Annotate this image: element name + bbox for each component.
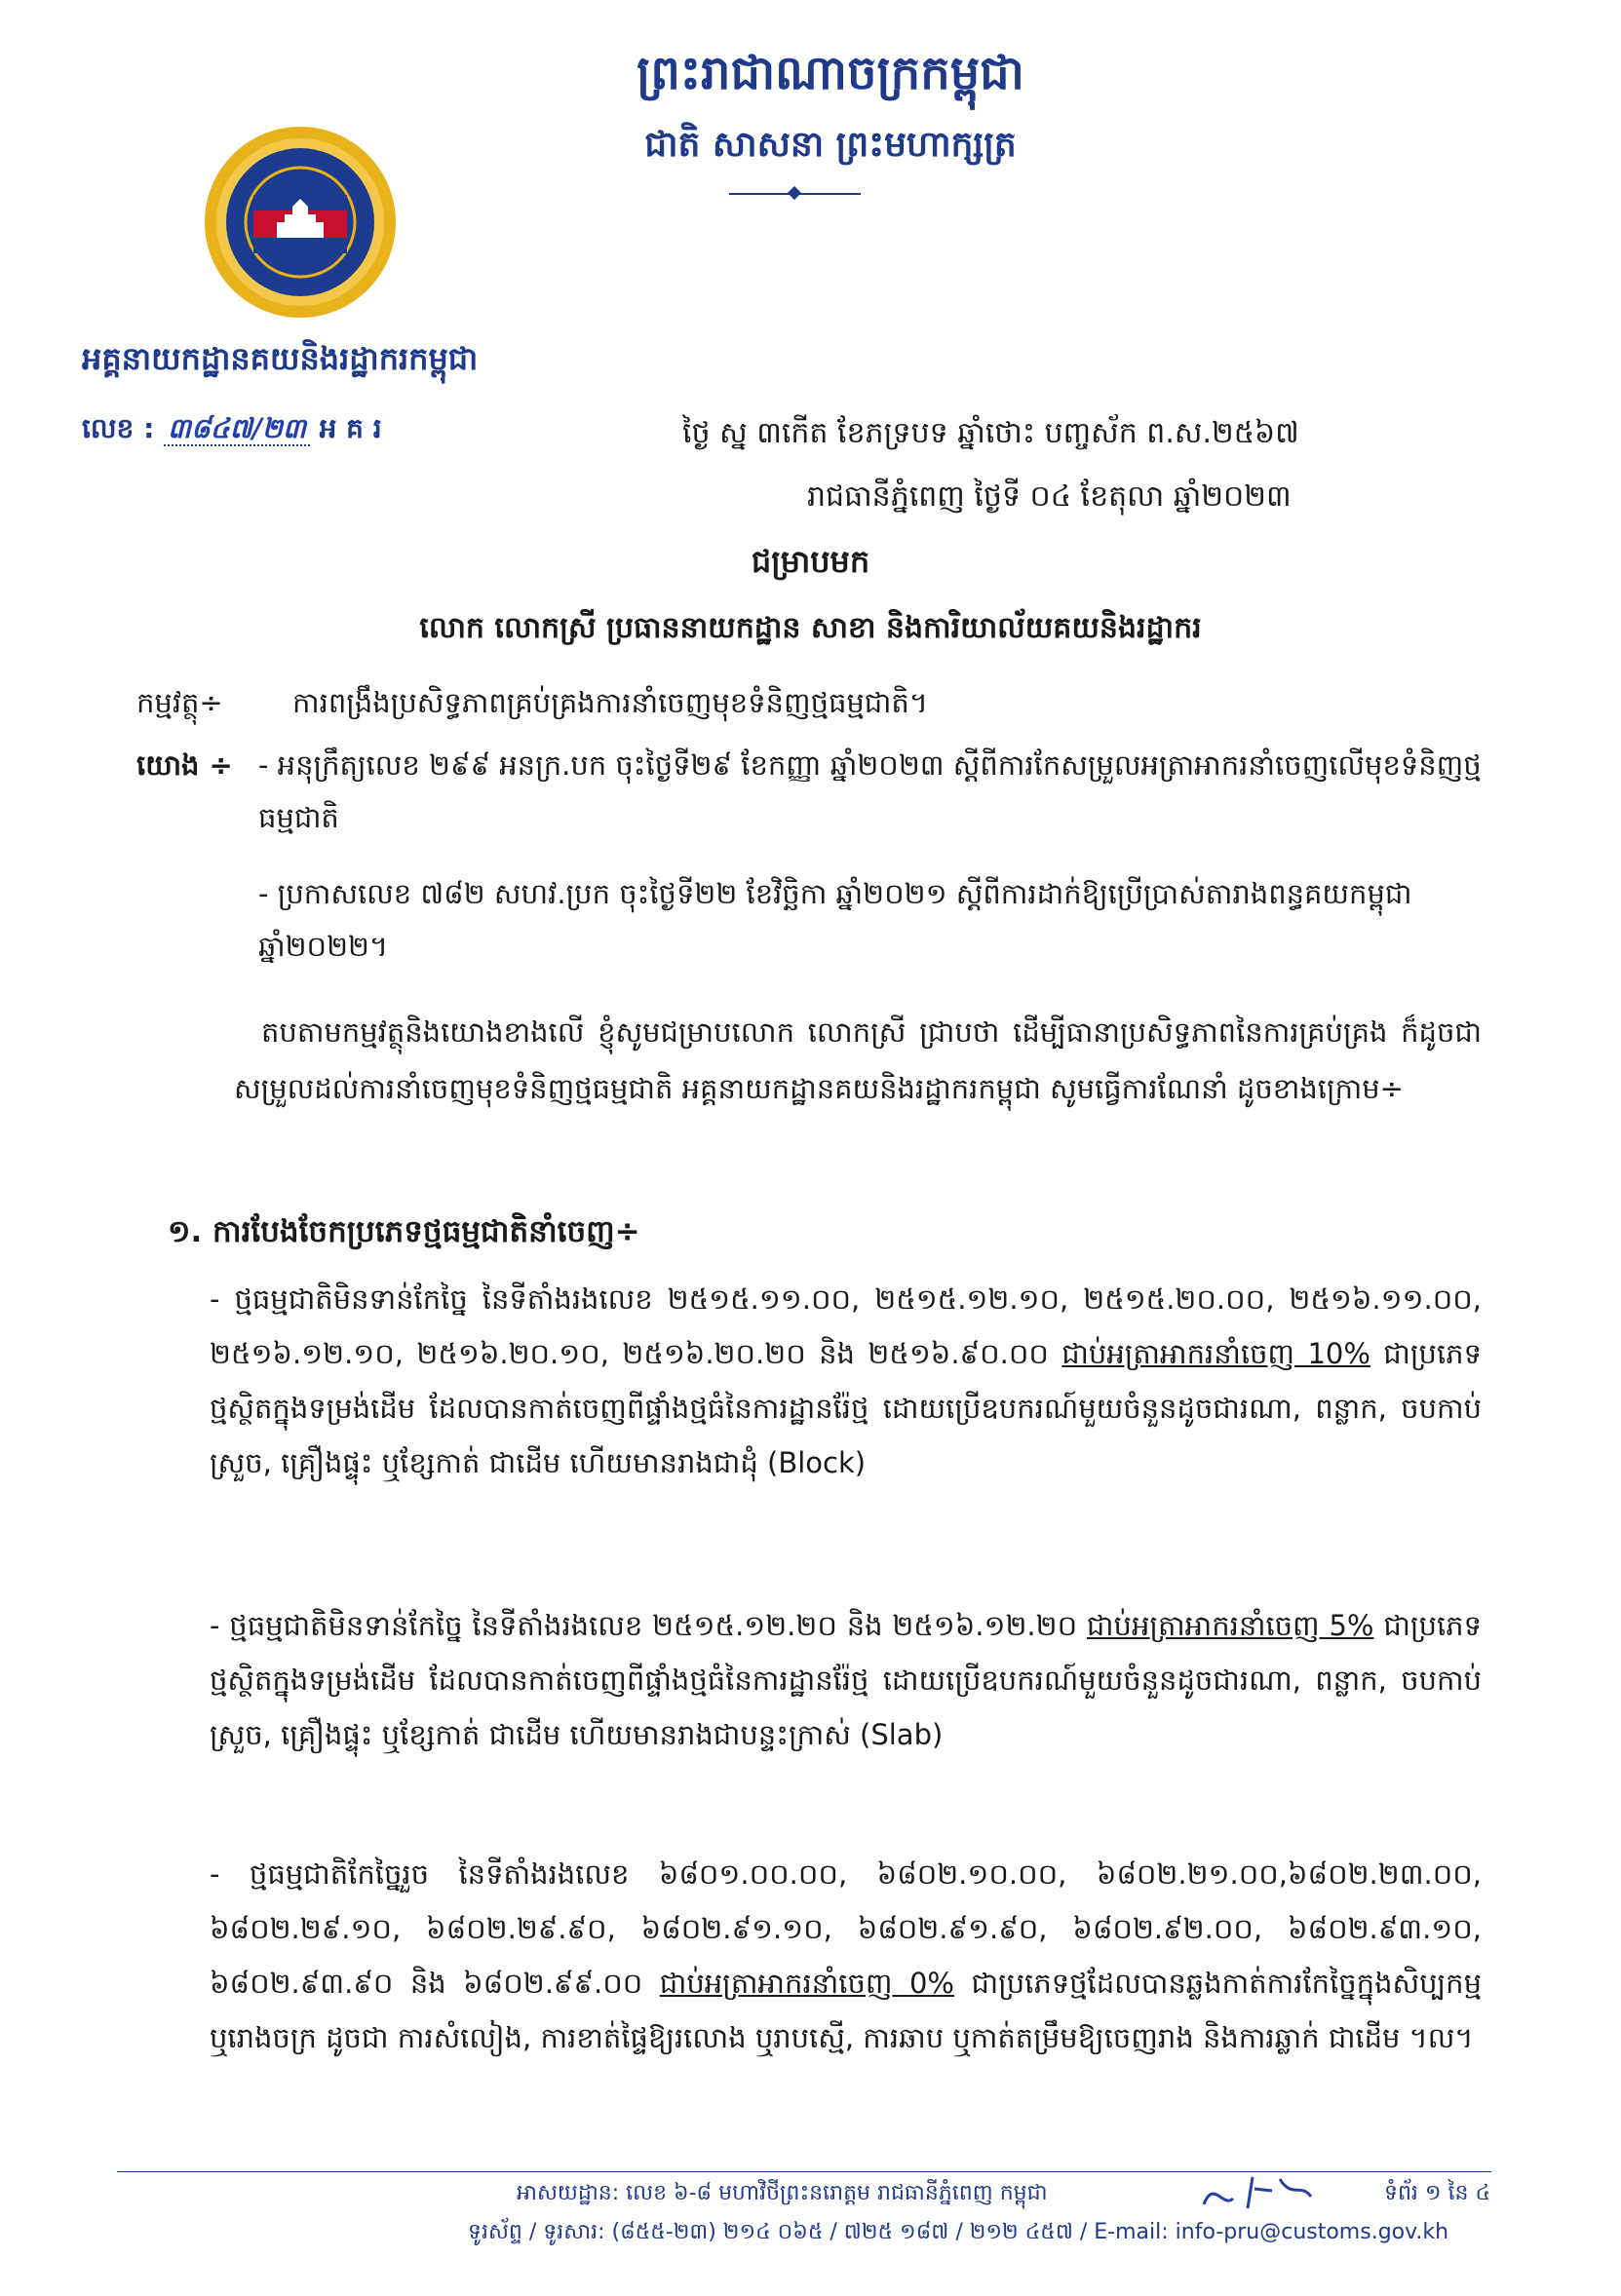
bullet-text: - ថ្មធម្មជាតិកែច្នៃរួច នៃទីតាំងរងលេខ ៦៨០១.០០.០០, ៦៨០២.១០.០០, ៦៨០២.២១.០០,៦៨០២.២៣.០០, ៦៨០២.២៩.១០, ៦៨០២.២៩.៩០, ៦៨០២.៩១.១០, ៦៨០២.៩១.៩០, ៦៨០២.៩២.០០, ៦៨០២.៩៣.១០, ៦៨០២.៩៣.៩០ និង ៦៨០២.៩៩.០០ — [210, 1857, 1482, 2000]
list-item — [210, 1598, 1482, 1762]
reference-item: - ប្រកាសលេខ ៧៨២ សហវ.ប្រក ចុះថ្ងៃទី២២ ខែវិច្ឆិកា ឆ្នាំ២០២១ ស្តីពីការដាក់ឱ្យប្រើប្រាស់តារាងពន្ធគយកម្ពុជា ឆ្នាំ២០២២។ — [258, 877, 1412, 963]
list-item — [210, 1272, 1482, 1490]
lunar-date: ថ្ងៃ ស្ន ៣កើត ខែភទ្របទ ឆ្នាំថោះ បញ្ចស័ក ព.ស.២៥៦៧ — [682, 416, 1299, 450]
rate-label: ជាប់អត្រាអាករនាំចេញ 10% — [1061, 1337, 1370, 1370]
footer-contact: ទូរស័ព្ទ / ទូរសារ: (៨៥៥-២៣) ២១៤ ០៦៥ / ៧២៥ ១៨៧ / ២១២ ៤៥៧ / E-mail: info-pru@customs.gov.kh — [468, 2220, 1449, 2244]
section-title: ការបែងចែកប្រភេទថ្មធម្មជាតិនាំចេញ÷ — [212, 1214, 640, 1249]
bullet-text: ជាប្រភេទថ្មដែលបានឆ្លងកាត់ការកែច្នៃក្នុងសិប្បកម្ម ឬរោងចក្រ ដូចជា ការសំលៀង, ការខាត់ផ្ទៃឱ្យរលោង ឬរាបស្មើ, ការឆាប ឬកាត់តម្រឹមឱ្យចេញរាង និងការឆ្លាក់ ជាដើម ។ល។ — [210, 1967, 1482, 2054]
section-1-heading — [168, 1213, 640, 1257]
bullet-text: - ថ្មធម្មជាតិមិនទាន់កែច្នៃ នៃទីតាំងរងលេខ ២៥១៥.១២.២០ និង ២៥១៦.១២.២០ — [210, 1609, 1087, 1642]
solar-date: រាជធានីភ្នំពេញ ថ្ងៃទី ០៤ ខែតុលា ឆ្នាំ២០២៣ — [807, 479, 1292, 514]
subject-text: ការពង្រឹងប្រសិទ្ធភាពគ្រប់គ្រងការនាំចេញមុខទំនិញថ្មធម្មជាតិ។ — [292, 686, 928, 719]
section-number: ១. — [168, 1214, 203, 1249]
bullet-text: ជាប្រភេទថ្មស្ថិតក្នុងទម្រង់ដើម ដែលបានកាត់ចេញពីផ្ទាំងថ្មធំនៃការដ្ឋានរ៉ែថ្ម ដោយប្រើឧបករណ៍មួយចំនួនដូចជារណា, ពន្លាក, ចបកាប់ស្រួច, គ្រឿងផ្ទុះ ឬខ្សែកាត់ ជាដើម ហើយមានរាងជាបន្ទះក្រាស់ (Slab) — [210, 1609, 1482, 1751]
body-paragraph — [234, 1004, 1482, 1117]
addressee-heading: ជម្រាបមក — [751, 543, 870, 580]
ref-suffix: អ គ រ — [319, 412, 382, 444]
page-number: ទំព័រ ១ នៃ ៤ — [1384, 2181, 1491, 2205]
ref-value: ៣៨៤៧/២៣ — [164, 412, 310, 446]
issuing-agency: អគ្គនាយកដ្ឋានគយនិងរដ្ឋាករកម្ពុជា — [82, 340, 479, 377]
national-motto: ជាតិ សាសនា ព្រះមហាក្សត្រ — [644, 124, 1017, 165]
bullet-text: ជាប្រភេទថ្មស្ថិតក្នុងទម្រង់ដើម ដែលបានកាត់ចេញពីផ្ទាំងថ្មធំនៃការដ្ឋានរ៉ែថ្ម ដោយប្រើឧបករណ៍មួយចំនួនដូចជារណា, ពន្លាក, ចបកាប់ស្រួច, គ្រឿងផ្ទុះ ឬខ្សែកាត់ ជាដើម ហើយមានរាងជាដុំ (Block) — [210, 1337, 1482, 1479]
reference-item: - អនុក្រឹត្យលេខ ២៩៩ អនក្រ.បក ចុះថ្ងៃទី២៩ ខែកញ្ញា ឆ្នាំ២០២៣ ស្តីពីការកែសម្រួលអត្រាអាករនាំចេញលើមុខទំនិញថ្មធម្មជាតិ — [258, 748, 1482, 834]
initials-signature — [1194, 2169, 1331, 2216]
footer-address: អាសយដ្ឋាន: លេខ ៦-៨ មហាវិថីព្រះនរោត្តម រាជធានីភ្នំពេញ កម្ពុជា — [517, 2181, 1048, 2205]
kingdom-title: ព្រះរាជាណាចក្រកម្ពុជា — [637, 46, 1024, 100]
rate-label: ជាប់អត្រាអាករនាំចេញ 5% — [1086, 1609, 1374, 1642]
reference-label: យោង ÷ — [136, 748, 233, 782]
list-item — [210, 1847, 1482, 2065]
rate-label: ជាប់អត្រាអាករនាំចេញ 0% — [659, 1967, 954, 2000]
addressee-recipients: លោក លោកស្រី ប្រធាននាយកដ្ឋាន សាខា និងការិយាល័យគយនិងរដ្ឋាករ — [419, 611, 1202, 645]
title-ornament — [729, 193, 861, 195]
customs-logo — [203, 125, 398, 320]
reference-number — [82, 411, 382, 451]
body-text: តបតាមកម្មវត្ថុនិងយោងខាងលើ ខ្ញុំសូមជម្រាបលោក លោកស្រី ជ្រាបថា ដើម្បីធានាប្រសិទ្ធភាពនៃការគ្រប់គ្រង ក៏ដូចជាសម្រួលដល់ការនាំចេញមុខទំនិញថ្មធម្មជាតិ អគ្គនាយកដ្ឋានគយនិងរដ្ឋាករកម្ពុជា សូមធ្វើការណែនាំ ដូចខាងក្រោម÷ — [234, 1015, 1482, 1105]
bullet-text: - ថ្មធម្មជាតិមិនទាន់កែច្នៃ នៃទីតាំងរងលេខ ២៥១៥.១១.០០, ២៥១៥.១២.១០, ២៥១៥.២០.០០, ២៥១៦.១១.០០, ២៥១៦.១២.១០, ២៥១៦.២០.១០, ២៥១៦.២០.២០ និង ២៥១៦.៩០.០០ — [210, 1282, 1482, 1370]
ref-label: លេខ : — [82, 412, 155, 444]
subject-label: កម្មវត្ថុ÷ — [136, 686, 223, 719]
